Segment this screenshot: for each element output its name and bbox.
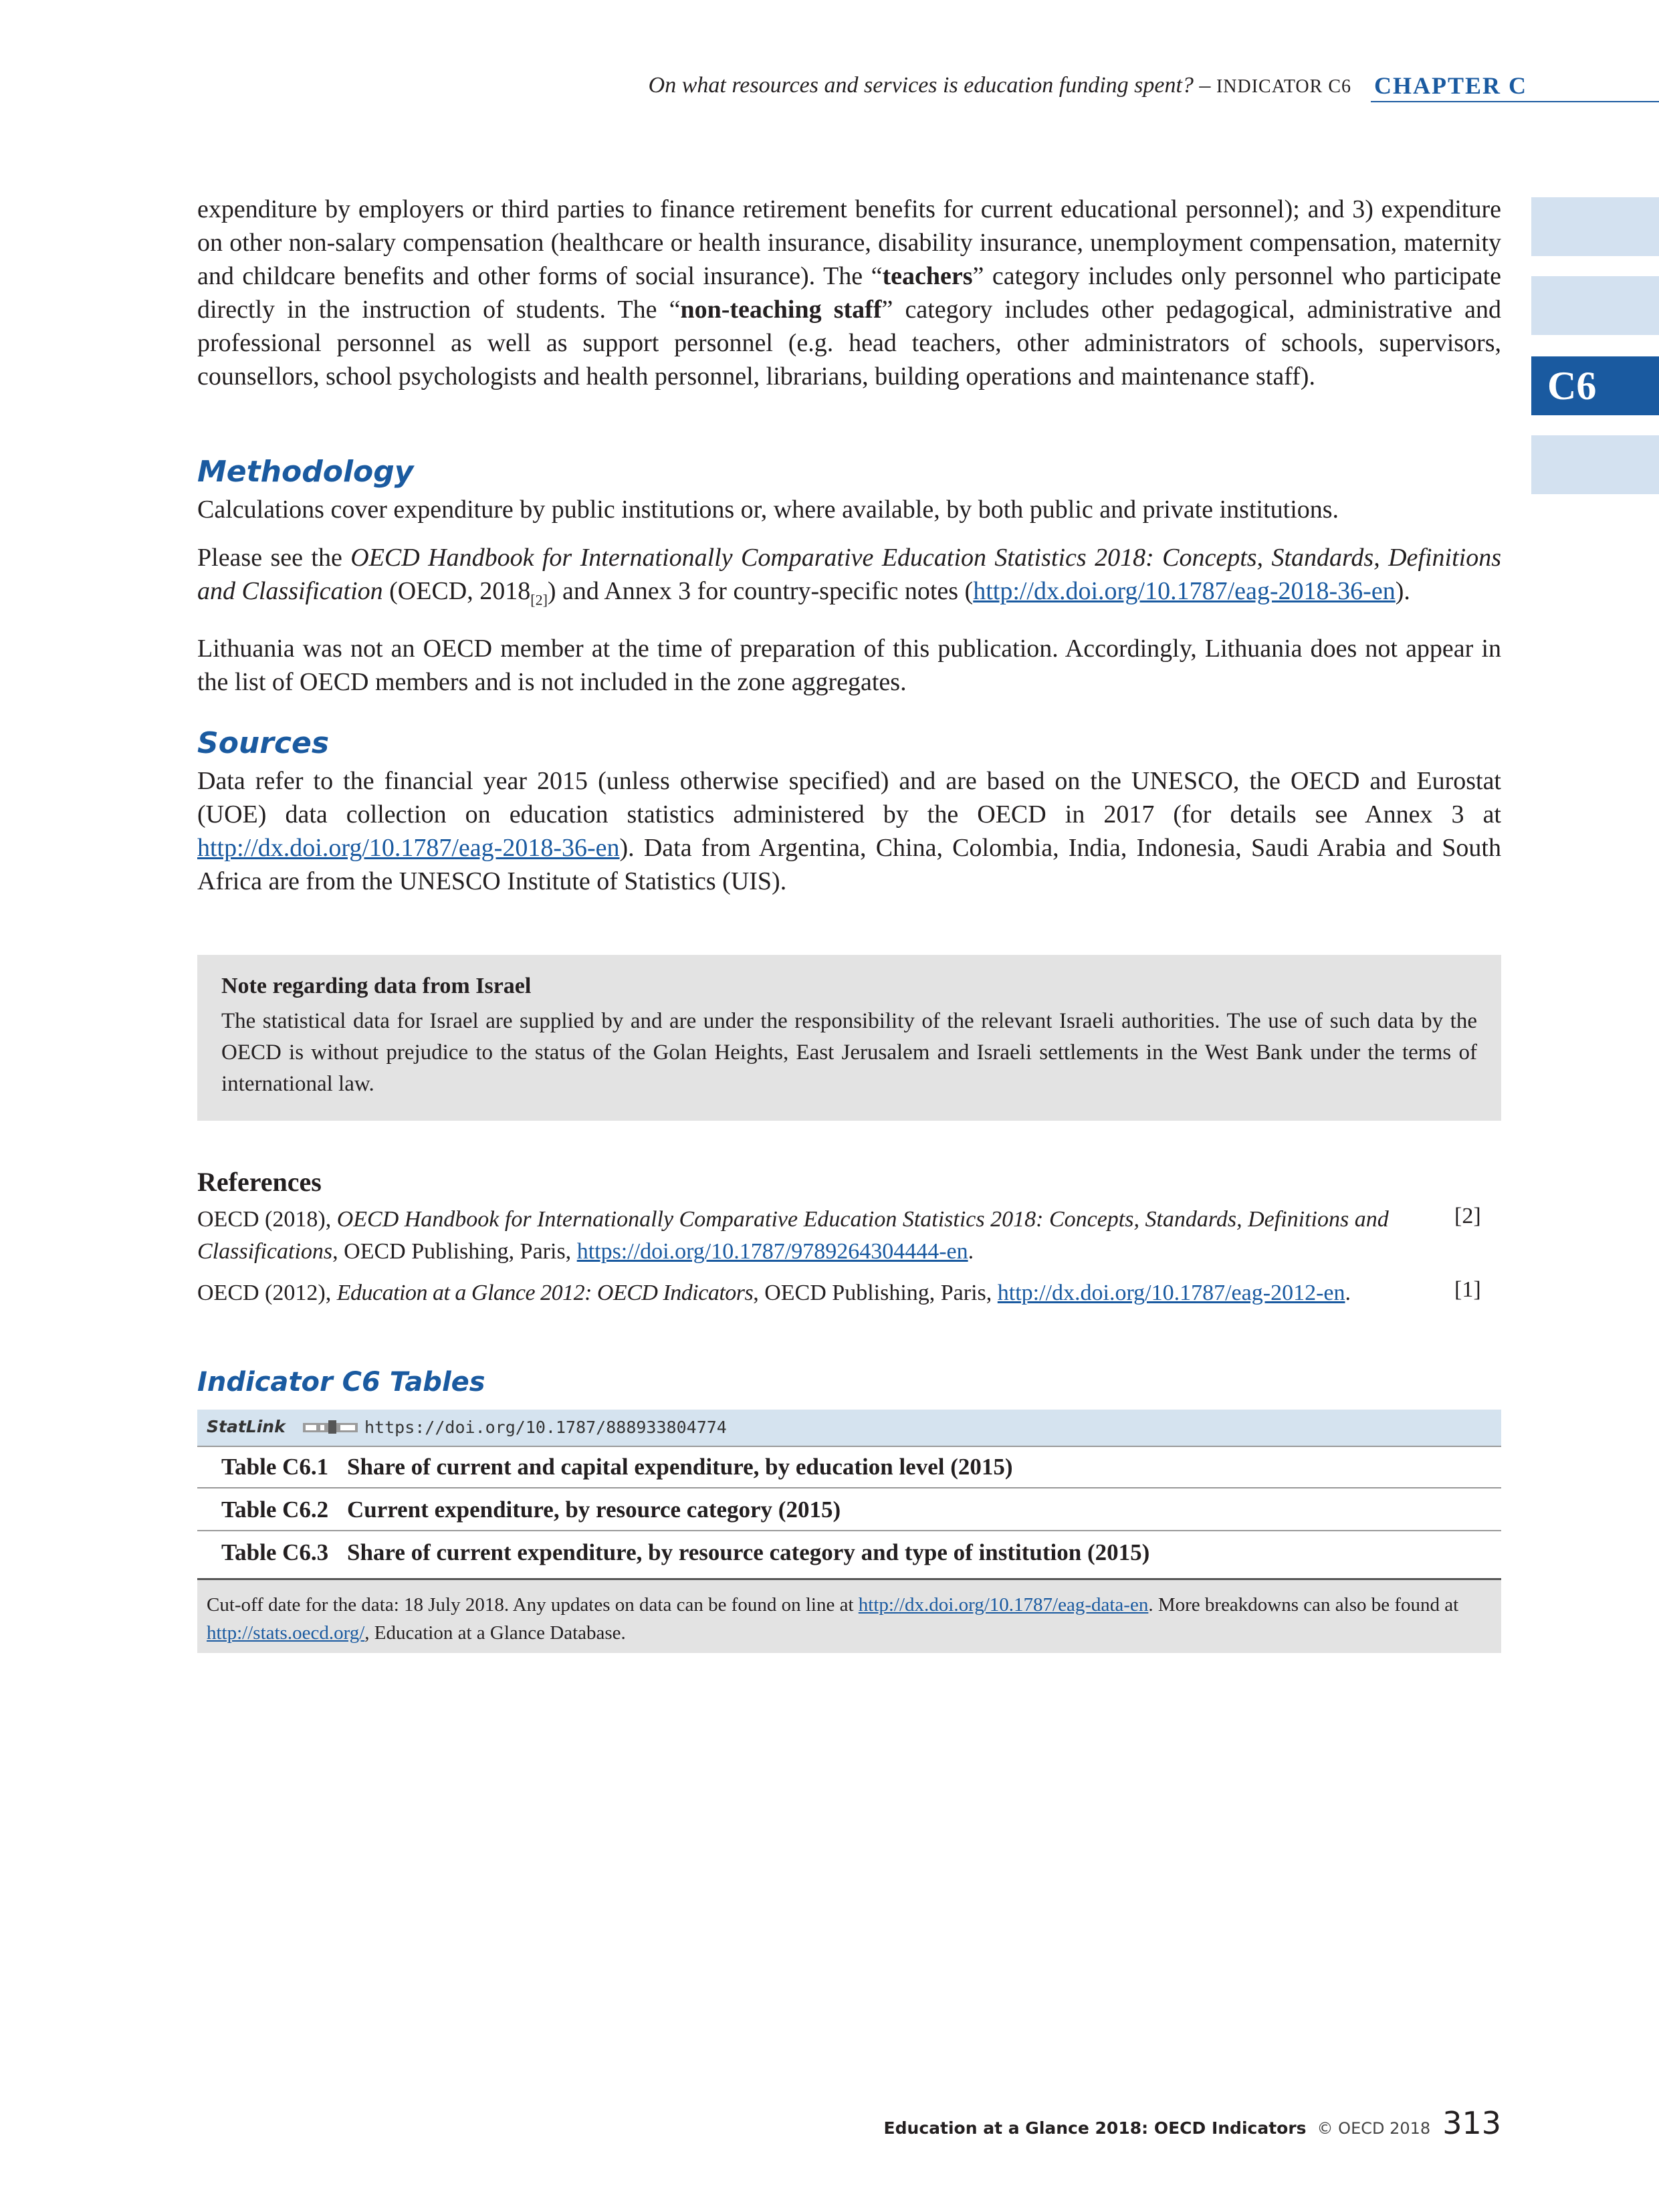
table-number: Table C6.3: [221, 1539, 329, 1565]
reference-text: .: [968, 1239, 974, 1264]
cutoff-text: . More breakdowns can also be found at: [1148, 1594, 1459, 1616]
reference-text: OECD (2012),: [197, 1281, 337, 1305]
page-footer: [884, 2105, 1501, 2141]
methodology-text: ) and Annex 3 for country-specific notes (: [547, 577, 974, 605]
intro-section: [197, 193, 1501, 393]
annex-link[interactable]: http://dx.doi.org/10.1787/eag-2018-36-en: [197, 834, 620, 862]
running-header: [0, 70, 1659, 104]
oecd-stats-link[interactable]: http://stats.oecd.org/: [207, 1622, 365, 1644]
tables-heading: Indicator C6 Tables: [197, 1367, 485, 1398]
cutoff-text: Cut-off date for the data: 18 July 2018. Any updates on data can be found on line at: [207, 1594, 859, 1616]
reference-number: [1]: [1454, 1277, 1481, 1302]
side-tab-current: C6: [1531, 356, 1659, 415]
cutoff-text: , Education at a Glance Database.: [364, 1622, 626, 1644]
statlink-url[interactable]: https://doi.org/10.1787/888933804774: [364, 1418, 727, 1437]
citation-marker: [2]: [530, 591, 548, 609]
data-updates-link[interactable]: http://dx.doi.org/10.1787/eag-data-en: [858, 1594, 1149, 1616]
references-heading-wrap: [197, 1166, 1501, 1198]
israel-note-box: [197, 955, 1501, 1121]
statlink-bar: [197, 1410, 1501, 1447]
israel-note-text: The statistical data for Israel are supplied by and are under the responsibility of the relevant Israeli authorities. The use of such data by the OECD is without prejudice to the status of the Golan Heights, East Jerusalem and Israeli settlements in the West Bank under the terms of international law.: [221, 1009, 1477, 1096]
table-title: Current expenditure, by resource category (2015): [347, 1497, 841, 1523]
table-title: Share of current and capital expenditure, by education level (2015): [347, 1454, 1013, 1480]
cutoff-note: [197, 1578, 1501, 1653]
reference-link[interactable]: https://doi.org/10.1787/9789264304444-en: [576, 1239, 968, 1264]
tables-heading-wrap: [197, 1367, 1501, 1398]
term-non-teaching-staff: non-teaching staff: [680, 296, 882, 324]
footer-publication-title: Education at a Glance 2018: OECD Indicators: [883, 2118, 1307, 2138]
methodology-text: ).: [1395, 577, 1410, 605]
table-number: Table C6.1: [221, 1454, 329, 1480]
reference-item: [197, 1277, 1454, 1309]
references-heading: References: [197, 1167, 322, 1197]
reference-text: , OECD Publishing, Paris,: [332, 1239, 577, 1264]
sources-section: [197, 726, 1501, 898]
reference-text: OECD (2018),: [197, 1207, 337, 1232]
reference-link[interactable]: http://dx.doi.org/10.1787/eag-2012-en: [997, 1281, 1345, 1305]
header-rule: [1371, 101, 1659, 102]
statlink-logo-icon: [303, 1418, 358, 1436]
table-row[interactable]: [197, 1490, 1501, 1531]
reference-text: .: [1345, 1281, 1351, 1305]
sources-paragraph: [197, 764, 1501, 898]
reference-number: [2]: [1454, 1204, 1481, 1228]
header-title-text: On what resources and services is education funding spent? –: [648, 73, 1216, 98]
intro-text: ” category includes only personnel who participate directly in the instruction of students. The “: [197, 262, 1501, 324]
methodology-paragraph-1: Calculations cover expenditure by public institutions or, where available, by both public and private institutions.: [197, 495, 1339, 524]
table-row[interactable]: [197, 1533, 1501, 1574]
intro-text: ” category includes other pedagogical, administrative and professional personnel as well as support personnel (e.g. head teachers, other administrators of schools, supervisors, counsellors, school psychologists and health personnel, librarians, building operations and maintenance staff).: [197, 296, 1501, 391]
header-indicator: INDICATOR C6: [1216, 76, 1351, 97]
israel-note-title: Note regarding data from Israel: [221, 974, 532, 998]
methodology-paragraph-2: [197, 541, 1501, 617]
handbook-title: OECD Handbook for Internationally Comparative Education Statistics 2018: Concepts, Standards, Definitions and Classification: [197, 544, 1501, 605]
sources-text: ). Data from Argentina, China, Colombia, India, Indonesia, Saudi Arabia and South Africa are from the UNESCO Institute of Statistics (UIS).: [197, 834, 1501, 895]
table-title: Share of current expenditure, by resource category and type of institution (2015): [347, 1539, 1150, 1565]
header-title: [649, 73, 1351, 98]
statlink-label: StatLink: [207, 1417, 286, 1436]
annex-link[interactable]: http://dx.doi.org/10.1787/eag-2018-36-en: [973, 577, 1396, 605]
table-row[interactable]: [197, 1447, 1501, 1488]
footer-copyright: © OECD 2018: [1317, 2119, 1431, 2138]
term-teachers: teachers: [882, 262, 973, 290]
reference-title: Education at a Glance 2012: OECD Indicators: [336, 1281, 754, 1305]
methodology-text: (OECD, 2018: [382, 577, 531, 605]
side-tab: [1531, 435, 1659, 494]
page-number: 313: [1442, 2105, 1501, 2141]
methodology-text: Please see the: [197, 544, 351, 572]
sources-text: Data refer to the financial year 2015 (unless otherwise specified) and are based on the UNESCO, the OECD and Eurostat (UOE) data collection on education statistics administered by the OECD in 2017 (for details see Annex 3 at: [197, 767, 1501, 828]
intro-text: expenditure by employers or third parties to finance retirement benefits for current educational personnel); and 3) expenditure on other non-salary compensation (healthcare or health insurance, disability insurance, unemployment compensation, maternity and childcare benefits and other forms of social insurance). The “: [197, 195, 1501, 290]
methodology-heading: Methodology: [197, 455, 414, 489]
reference-item: [197, 1204, 1454, 1268]
reference-text: , OECD Publishing, Paris,: [753, 1281, 998, 1305]
intro-paragraph: [197, 193, 1501, 393]
side-tab: [1531, 197, 1659, 256]
table-number: Table C6.2: [221, 1497, 329, 1523]
header-chapter: CHAPTER C: [1374, 72, 1528, 99]
methodology-paragraph-3: Lithuania was not an OECD member at the time of preparation of this publication. Accordingly, Lithuania does not appear in the list of OECD members and is not included in the zone aggregates.: [197, 634, 1501, 696]
methodology-section: [197, 455, 1501, 699]
reference-title: OECD Handbook for Internationally Comparative Education Statistics 2018: Concepts, Standards, Definitions and Classifications: [197, 1207, 1389, 1264]
side-tab: [1531, 276, 1659, 335]
sources-heading: Sources: [197, 726, 330, 760]
